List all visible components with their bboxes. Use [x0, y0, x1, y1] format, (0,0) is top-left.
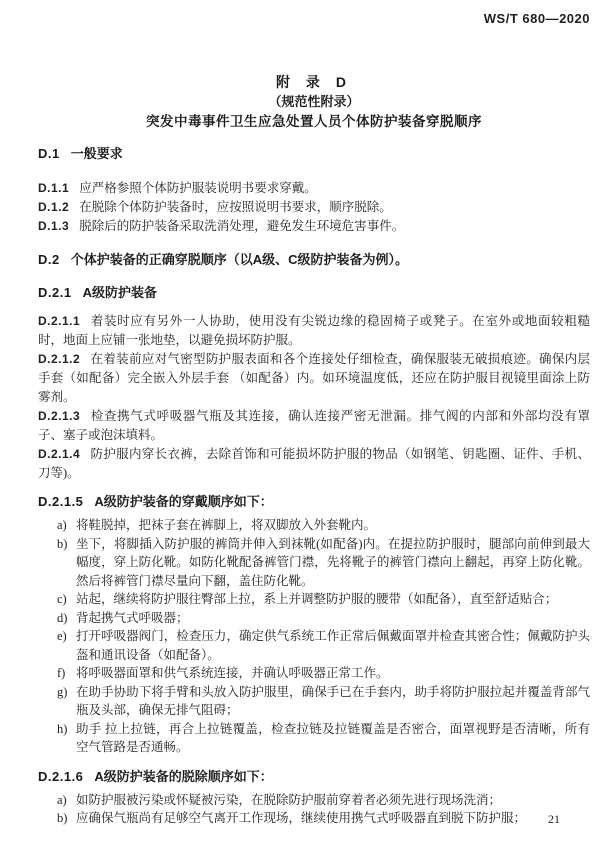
appendix-title-block	[38, 72, 590, 132]
list-item	[38, 609, 590, 628]
list-item	[38, 590, 590, 609]
clause-d211	[38, 312, 590, 350]
clause-text: 在着装前应对气密型防护服表面和各个连接处仔细检查，确保服装无破损痕迹。确保内层手套（如配备）完全嵌入外层手套 （如配备）内。如环境温度低，还应在防护服目视镜里面涂上防雾剂。	[38, 352, 590, 404]
clause-text: 防护服内穿长衣裤，去除首饰和可能损坏防护服的物品（如钢笔、钥匙圈、证件、手机、刀等)。	[38, 447, 590, 480]
clause-title: A级防护装备的穿戴顺序如下：	[94, 494, 273, 509]
list-item-label: b)	[57, 811, 68, 825]
appendix-title: 附 录 D	[276, 74, 352, 90]
section-heading-d21	[38, 285, 590, 300]
list-item-label: c)	[57, 592, 67, 606]
clause-text: 在脱除个体防护装备时，应按照说明书要求，顺序脱除。	[79, 200, 392, 214]
clause-text: 着装时应有另外一人协助，使用没有尖锐边缘的稳固椅子或凳子。在室外或地面较粗糙时，地面上应铺一张地垫，以避免损坏防护服。	[38, 314, 590, 347]
clause-number: D.2.1.6	[38, 768, 84, 784]
section-heading-d1	[38, 146, 590, 161]
clause-d13	[38, 217, 590, 236]
list-item-text: 坐下，将脚插入防护服的裤筒并伸入到袜靴(如配备)内。在提拉防护服时，腿部向前伸到最大幅度，穿上防化靴。如防化靴配备裤管门襟，先将靴子的裤管门襟向上翻起，再穿上防化靴。然后将裤管门襟尽量向下翻，盖住防化靴。	[76, 536, 590, 588]
clause-text: 检查携气式呼吸器气瓶及其连接，确认连接严密无泄漏。排气阀的内部和外部均没有罩子、塞子或泡沫填料。	[38, 409, 590, 442]
list-item-text: 打开呼吸器阀门，检查压力，确定供气系统工作正常后佩戴面罩并检查其密合性；佩戴防护头盔和通讯设备（如配备）。	[76, 629, 590, 662]
list-item-text: 站起，继续将防护服往臀部上拉，系上并调整防护服的腰带（如配备），直至舒适贴合；	[76, 592, 558, 606]
list-item	[38, 535, 590, 591]
clause-number: D.1.1	[38, 181, 70, 195]
doc-number: WS/T 680—2020	[483, 11, 590, 26]
list-item	[38, 516, 590, 535]
page-number: 21	[548, 812, 560, 826]
list-item-label: b)	[57, 536, 68, 551]
list-item-label: g)	[57, 684, 68, 699]
list-item	[38, 664, 590, 683]
donning-list	[38, 516, 590, 757]
section-heading-d2	[38, 252, 590, 267]
list-item-label: a)	[57, 792, 67, 807]
list-item	[38, 809, 590, 828]
list-item	[38, 720, 590, 757]
clause-title: 个体护装备的正确穿脱顺序（以A级、C级防护装备为例）。	[70, 252, 409, 267]
section-d21-body	[38, 312, 590, 483]
appendix-subtitle: （规范性附录）	[268, 94, 360, 109]
clause-number: D.2.1.3	[38, 409, 81, 423]
section-d1-body	[38, 179, 590, 236]
clause-number: D.1.2	[38, 200, 70, 214]
list-item	[38, 791, 590, 810]
clause-title: 一般要求	[70, 146, 123, 161]
list-item-label: a)	[57, 518, 67, 532]
list-item-text: 在助手协助下将手臂和头放入防护服里，确保手已在手套内，助手将防护服拉起并覆盖背部气瓶及头部，确保无排气阻碍；	[76, 684, 590, 717]
list-item-label: f)	[57, 666, 66, 680]
section-heading-d216	[38, 769, 590, 784]
doffing-list	[38, 791, 590, 828]
list-item-text: 背起携气式呼吸器；	[76, 610, 189, 625]
list-item-text: 将呼吸器面罩和供气系统连接，并确认呼吸器正常工作。	[76, 666, 389, 680]
clause-title: A级防护装备的脱除顺序如下：	[94, 768, 273, 784]
clause-number: D.1.3	[38, 219, 70, 233]
clause-number: D.2.1.1	[38, 314, 81, 328]
list-item-label: h)	[57, 721, 68, 736]
list-item-label: e)	[57, 629, 67, 643]
clause-number: D.1	[38, 146, 60, 161]
clause-text: 应严格参照个体防护服装说明书要求穿戴。	[79, 181, 317, 195]
section-heading-d215	[38, 494, 590, 509]
clause-number: D.2.1.4	[38, 447, 81, 461]
clause-title: A级防护装备	[82, 285, 157, 300]
clause-number: D.2.1.2	[38, 352, 81, 366]
clause-d213	[38, 407, 590, 445]
list-item-text: 助手 拉上拉链，再合上拉链覆盖，检查拉链及拉链覆盖是否密合，面罩视野是否清晰，所有空气管路是否通畅。	[76, 721, 590, 754]
list-item-text: 应确保气瓶尚有足够空气离开工作现场，继续使用携气式呼吸器直到脱下防护服；	[76, 811, 527, 825]
clause-number: D.2	[38, 252, 60, 267]
clause-text: 脱除后的防护装备采取洗消处理，避免发生环境危害事件。	[79, 219, 405, 233]
appendix-heading: 突发中毒事件卫生应急处置人员个体防护装备穿脱顺序	[146, 114, 482, 129]
list-item-text: 如防护服被污染或怀疑被污染，在脱除防护服前穿着者必须先进行现场洗消；	[76, 792, 502, 807]
list-item	[38, 683, 590, 720]
list-item-label: d)	[57, 610, 68, 625]
clause-d11	[38, 179, 590, 198]
list-item-text: 将鞋脱掉，把袜子套在裤脚上，将双脚放入外套靴内。	[76, 518, 377, 532]
list-item	[38, 627, 590, 664]
clause-d214	[38, 445, 590, 483]
clause-number: D.2.1.5	[38, 494, 84, 509]
clause-d212	[38, 350, 590, 407]
clause-d12	[38, 198, 590, 217]
clause-number: D.2.1	[38, 285, 72, 300]
